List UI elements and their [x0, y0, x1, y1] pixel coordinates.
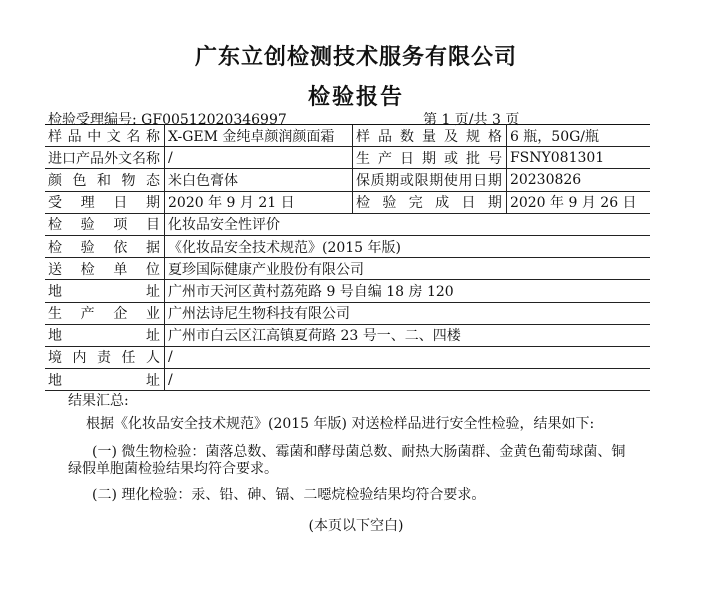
- test-item-value: 化妆品安全性评价: [165, 213, 651, 235]
- quantity-spec-value: 6 瓶，50G/瓶: [506, 125, 650, 147]
- page-info: 第 1 页/共 3 页: [423, 112, 520, 128]
- physicochemical-result: (二) 理化检验：汞、铅、砷、镉、二噁烷检验结果均符合要求。: [92, 487, 486, 503]
- appearance-value: 米白色膏体: [165, 169, 353, 191]
- table-row: [45, 213, 650, 235]
- table-row: [45, 346, 650, 368]
- table-row: [45, 191, 650, 213]
- table-row: [45, 125, 650, 147]
- responsible-address-label: 地 址: [45, 369, 165, 391]
- manufacturer-address-label: 地 址: [45, 324, 165, 346]
- acceptance-label: 检验受理编号:: [48, 112, 137, 128]
- submitter-address-label: 地 址: [45, 280, 165, 302]
- sample-info-table: [45, 124, 650, 391]
- table-row: [45, 369, 650, 391]
- complete-date-value: 2020 年 9 月 26 日: [506, 191, 650, 213]
- responsible-label: 境 内 责 任 人: [45, 346, 165, 368]
- manufacturer-address-value: 广州市白云区江高镇夏荷路 23 号一、二、四楼: [165, 324, 651, 346]
- manufacturer-label: 生 产 企 业: [45, 302, 165, 324]
- submitter-value: 夏珍国际健康产业股份有限公司: [165, 258, 651, 280]
- submitter-address-value: 广州市天河区黄村荔苑路 9 号自编 18 房 120: [165, 280, 651, 302]
- appearance-label: 颜 色 和 物 态: [45, 169, 165, 191]
- table-row: [45, 169, 650, 191]
- acceptance-value: GF00512020346997: [141, 112, 287, 128]
- complete-date-label: 检 验 完 成 日 期: [352, 191, 506, 213]
- sample-cn-name-label: 样 品 中 文 名 称: [45, 125, 165, 147]
- responsible-address-value: /: [165, 369, 651, 391]
- basis-value: 《化妆品安全技术规范》(2015 年版): [165, 235, 651, 257]
- table-row: [45, 235, 650, 257]
- results-summary-label: 结果汇总:: [68, 393, 129, 409]
- submitter-label: 送 检 单 位: [45, 258, 165, 280]
- blank-note: (本页以下空白): [308, 518, 404, 534]
- accept-date-value: 2020 年 9 月 21 日: [165, 191, 353, 213]
- expiry-label: 保 质 期 或 限 期 使 用 日 期: [352, 169, 506, 191]
- basis-label: 检 验 依 据: [45, 235, 165, 257]
- table-row: [45, 324, 650, 346]
- accept-date-label: 受 理 日 期: [45, 191, 165, 213]
- microbiology-result: (一) 微生物检验：菌落总数、霉菌和酵母菌总数、耐热大肠菌群、金黄色葡萄球菌、铜绿假单胞菌检验结果均符合要求。: [68, 444, 626, 477]
- table-row: [45, 280, 650, 302]
- foreign-name-label: 进 口 产 品 外 文 名 称: [45, 147, 165, 169]
- table-row: [45, 147, 650, 169]
- production-date-value: FSNY081301: [506, 147, 650, 169]
- expiry-value: 20230826: [506, 169, 650, 191]
- production-date-label: 生 产 日 期 或 批 号: [352, 147, 506, 169]
- report-title: 检验报告: [307, 85, 404, 110]
- foreign-name-value: /: [165, 147, 353, 169]
- test-item-label: 检 验 项 目: [45, 213, 165, 235]
- responsible-value: /: [165, 346, 651, 368]
- company-name: 广东立创检测技术服务有限公司: [194, 45, 517, 70]
- results-intro: 根据《化妆品安全技术规范》(2015 年版) 对送检样品进行安全性检验，结果如下:: [86, 416, 595, 432]
- sample-cn-name-value: X-GEM 金纯卓颜润颜面霜: [165, 125, 353, 147]
- quantity-spec-label: 样 品 数 量 及 规 格: [352, 125, 506, 147]
- table-row: [45, 302, 650, 324]
- table-row: [45, 258, 650, 280]
- manufacturer-value: 广州法诗尼生物科技有限公司: [165, 302, 651, 324]
